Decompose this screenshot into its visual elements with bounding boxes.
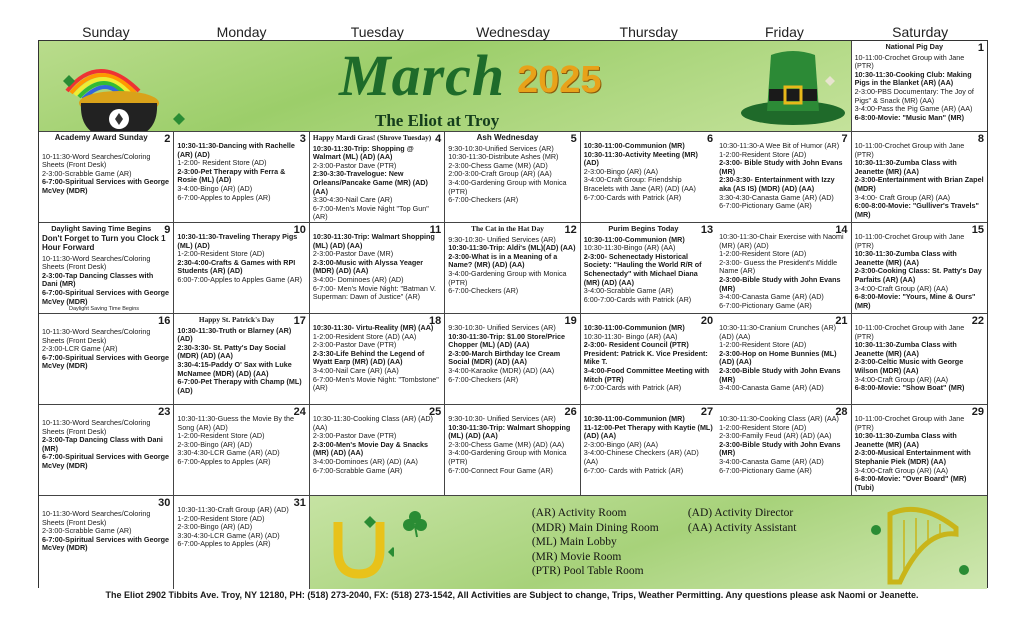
activity-entry: 2-3:00-Pastor Dave (MR) [312, 249, 394, 259]
weekday-saturday: Saturday [892, 24, 949, 40]
activity-entry: 10-11:00-Crochet Group with Jane (PTR) [854, 52, 965, 71]
activity-entry: 10-11:00-Crochet Group with Jane (PTR) [854, 232, 965, 250]
day-number: 19 [564, 315, 577, 327]
activity-entry: 2-3:00-Pastor Dave (PTR) [312, 340, 397, 350]
day-number: 22 [971, 315, 984, 327]
day-number: 24 [293, 406, 306, 418]
day-number: 3 [299, 133, 306, 145]
activity-entry: 9:30-10:30- Unified Services (AR) [448, 234, 556, 244]
day-cell-10 [174, 223, 309, 314]
activity-entry: 10:30-11:00-Communion (MR) [583, 234, 685, 244]
activity-entry: 9:30-10:30- Unified Services (AR) [448, 323, 556, 332]
day-cell-16 [39, 314, 174, 405]
legend-item: (PTR) Pool Table Room [531, 565, 644, 577]
activity-entry: 10:30-11:30-Zumba Class with Jeanette (MR) (AA) [854, 431, 957, 449]
weekday-sunday: Sunday [82, 24, 130, 40]
activity-entry: 10:30-11:30- Bingo (AR) (AA) [583, 331, 678, 341]
day-number: 12 [564, 224, 577, 236]
day-number: 5 [570, 133, 577, 145]
activity-entry: 2-3:00-Bible Study with John Evans (MR) [719, 365, 841, 384]
weekday-wednesday: Wednesday [476, 24, 550, 40]
activity-entry: 2-3:00-Celtic Music with George Wilson (MDR) (AA) [854, 357, 964, 375]
day-cell-4 [310, 132, 445, 223]
activity-entry: 10:30-11:30-Cooking Class (AR) (AA) [719, 414, 839, 423]
activity-entry: 10:30-11:30-Chair Exercise with Naomi (MR) (AR) (AD) [719, 232, 844, 250]
legend-staff [688, 506, 797, 535]
activity-entry: 10:30-11:30-A Wee Bit of Humor (AR) [719, 141, 840, 150]
day-cell-15 [852, 223, 987, 314]
activity-entry: 10:30-11:30-Zumba Class with Jeanette (MR) (AA) [854, 249, 957, 267]
day-cell-29 [852, 405, 987, 496]
day-cell-5 [445, 132, 580, 223]
activity-entry: 1-2:00-Resident Store (AD) [177, 431, 265, 441]
activity-entry: 3-4:00-Dominoes (AR) (AD) (AA) [312, 456, 418, 466]
activity-entry: 10:30-11:30-Bingo (AR) (AA) [583, 243, 676, 253]
activity-entry: 6-7:00-Cards with Patrick (AR) [583, 383, 682, 393]
activity-entry: 2-3:00-Men's Movie Day & Snacks (MR) (AD) (AA) [312, 439, 429, 458]
activity-entry: 3-4:00-Craft Group (AR) (AA) [854, 374, 949, 384]
day-event-title: Academy Award Sunday [54, 133, 148, 142]
day-number: 26 [564, 406, 577, 418]
day-cell-12 [445, 223, 580, 314]
activity-entry: 2-3:00-Pastor Dave (PTR) [312, 431, 397, 441]
activity-entry: 10:30-11:30-Trip: Walmart Shopping (ML) (AD) (AA) [312, 232, 435, 250]
activity-entry: 6-7:00-Cards with Patrick (AR) [583, 192, 682, 202]
activity-entry: 6-7:00-Spiritual Services with George McVey (MDR) [42, 177, 170, 195]
legend-item: (MR) Movie Room [531, 550, 622, 563]
day-event-subtitle: Don't Forget to Turn you Clock 1 Hour Forward [42, 233, 166, 253]
day-number: 28 [835, 406, 848, 418]
activity-entry: 3-4:00-Gardening Group with Monica (PTR) [448, 177, 567, 196]
activity-entry: 3-4:00-Canasta Game (AR) (AD) [719, 456, 824, 466]
activity-entry: 10:30-11:00-Communion (MR) [583, 141, 685, 150]
activity-entry: 10:30-11:00-Communion (MR) [583, 414, 685, 423]
activity-entry: 3-4:00-Craft Group (AR) (AA) [854, 465, 949, 475]
activity-entry: 2-3:00- Schenectady Historical Society: "Hauling the World R/R of Schenectady" with Michael Diana (MR) (AD) (AA) [583, 251, 702, 287]
day-cell-13 [581, 223, 716, 314]
activity-entry: 6-7:00-Men's Movie Night: "Tombstone" (AR) [312, 374, 439, 393]
day-number: 15 [971, 224, 984, 236]
activity-entry: 10-11:00-Crochet Group with Jane (PTR) [854, 414, 965, 432]
day-cell-23 [39, 405, 174, 496]
activity-entry: 6-7:00-Pictionary Game (AR) [719, 201, 812, 211]
activity-entry: 6-7:00-Scrabble Game (AR) [312, 465, 403, 475]
activity-entry: 3-4:00-Canasta Game (AR) (AD) [719, 383, 824, 393]
activity-entry: 10-11:30-Word Searches/Coloring Sheets (Front Desk) [42, 253, 151, 272]
activity-entry: 2-3:00-Hop on Home Bunnies (ML) (AD) (AA) [719, 348, 837, 367]
activity-entry: 3-4:00-Craft Group (AR) (AA) [854, 283, 949, 293]
activity-entry: 10-11:30-Word Searches/Coloring Sheets (Front Desk) [42, 509, 151, 527]
day-cell-17 [174, 314, 309, 405]
activity-entry: 6-7:00-Pet Therapy with Champ (ML) (AD) [177, 377, 302, 395]
room-legend [310, 496, 987, 589]
day-cell-18 [310, 314, 445, 405]
activity-entry: 10:30-11:30- Virtu-Reality (MR) (AA) [312, 323, 434, 332]
legend-item: (MDR) Main Dining Room [531, 521, 659, 534]
activity-entry: 2-3:00-Bingo (AR) (AD) [177, 522, 253, 532]
day-number: 10 [293, 224, 306, 236]
activity-entry: 6:00-7:00-Cards with Patrick (AR) [583, 294, 692, 304]
activity-entry: 6-7:00-Checkers (AR) [448, 286, 519, 296]
activity-entry: 2-3:00- Bible Study with John Evans (MR) [719, 158, 843, 176]
activity-entry: 6:00-7:00-Apples to Apples Game (AR) [177, 274, 303, 284]
footer-info: The Eliot 2902 Tibbits Ave. Troy, NY 12180, PH: (518) 273-2040, FX: (518) 273-1542, All Activities are Subject to change, Trips, Weather Permitting. Any questions please ask Naomi or Jeanette. [105, 590, 919, 600]
activity-entry: 3-4:00-Scrabble Game (AR) [583, 286, 674, 296]
activity-entry: 6-7:00-Men's Movie Night "Top Gun" (AR) [312, 203, 429, 222]
activity-entry: 2-3:00-Family Feud (AR) (AD) (AA) [719, 431, 832, 441]
activity-entry: 2-3:00-What is in a Meaning of a Name? (MR) (AD) (AA) [448, 251, 558, 270]
day-cell-19 [445, 314, 580, 405]
day-cell-8 [852, 132, 987, 223]
activity-entry: 9:30-10:30-Unified Services (AR) [448, 143, 554, 153]
activity-entry: 6-8:00-Movie: "Music Man" (MR) [854, 112, 965, 122]
day-event-title: Happy St. Patrick's Day [198, 315, 275, 324]
weekday-thursday: Thursday [619, 24, 678, 40]
legend-item: (AA) Activity Assistant [687, 521, 797, 534]
activity-entry: 3:30-4:15-Paddy O' Sax with Luke McNamee (MDR) (AD) (AA) [177, 359, 292, 378]
day-number: 14 [835, 224, 848, 236]
activity-entry: 10-11:00-Crochet Group with Jane (PTR) [854, 323, 965, 341]
facility-name: The Eliot at Troy [375, 111, 500, 130]
weekday-monday: Monday [216, 24, 267, 40]
activity-entry: 1-2:00-Resident Store (AD) [719, 249, 807, 259]
activity-entry: 6-7:00-Checkers (AR) [448, 195, 519, 205]
activity-entry: 10:30-11:30-Trip: Walmart Shopping (ML) (AD) (AA) [448, 422, 571, 441]
activity-entry: 6-8:00-Movie: "Show Boat" (MR) [854, 383, 965, 393]
day-number: 9 [164, 224, 171, 236]
day-number: 18 [429, 315, 442, 327]
activity-entry: 6-7:00-Spiritual Services with George McVey (MDR) [42, 452, 170, 470]
day-cell-14 [716, 223, 851, 314]
day-cell-2 [39, 132, 174, 223]
day-cell-22 [852, 314, 987, 405]
activity-entry: 2-3:00-PBS Documentary: The Joy of Pigs" & Snack (MR) (AA) [854, 86, 974, 105]
activity-entry: 3-4:00-Nail Care (AR) (AA) [312, 365, 399, 375]
activity-entry: 11-12:00-Pet Therapy with Kaytie (ML) (AD) (AA) [583, 422, 713, 441]
activity-entry: 10:30-11:30-Zumba Class with Jeanette (MR) (AA) [854, 158, 957, 176]
activity-entry: 10-11:30-Word Searches/Coloring Sheets (Front Desk) [42, 418, 151, 436]
activity-entry: 3:30-4:30-Nail Care (AR) [312, 195, 393, 205]
weekday-tuesday: Tuesday [350, 24, 404, 40]
activity-entry: 6-7:00-Apples to Apples (AR) [177, 539, 271, 549]
day-number: 2 [164, 133, 171, 145]
activity-entry: 3-4:00- Craft Group (AR) (AA) [854, 192, 951, 202]
day-number: 4 [435, 133, 442, 145]
activity-entry: 2:30-3:30- St. Patty's Day Social (MDR) (AD) (AA) [177, 342, 286, 361]
day-cell-20 [581, 314, 716, 405]
month-banner [39, 41, 852, 132]
activity-entry: 2-3:00-Music with Alyssa Yeager (MDR) (AD) (AA) [312, 257, 424, 276]
activity-entry: 3-4:00-Canasta Game (AR) (AD) [719, 292, 824, 302]
activity-entry: 2-3:00-Bible Study with John Evans (MR) [719, 439, 841, 458]
activity-entry: 3-4:00-Pass the Pig Game (AR) (AA) [854, 104, 973, 114]
day-event-title: Purim Begins Today [608, 224, 679, 233]
month-title: March [339, 43, 506, 108]
activity-entry: 3-4:00-Gardening Group with Monica (PTR) [448, 448, 567, 466]
day-cell-21 [716, 314, 851, 405]
activity-entry: 3:30-4:30-LCR Game (AR) (AD) [177, 448, 280, 458]
activity-entry: 2:30-3:30- Entertainment with Izzy aka (AS IS) (MDR) (AD) (AA) [719, 175, 835, 193]
leprechaun-hat-icon [733, 45, 852, 129]
day-cell-28 [716, 405, 851, 496]
day-event-title: National Pig Day [885, 42, 944, 51]
activity-entry: 3-4:00-Bingo (AR) (AD) [177, 183, 253, 193]
activity-entry: 2-3:00-Scrabble Game (AR) [42, 526, 132, 536]
activity-entry: 3:30-4:30-LCR Game (AR) (AD) [177, 530, 280, 540]
day-cell-31 [174, 496, 309, 589]
activity-entry: 3-4:00- Dominoes (AR) (AD) [312, 274, 404, 284]
activity-entry: 10-11:30-Word Searches/Coloring Sheets (Front Desk) [42, 327, 151, 345]
day-number: 23 [158, 406, 171, 418]
year-title: 2025 [517, 59, 602, 101]
activity-entry: 10-11:30-Word Searches/Coloring Sheets (Front Desk) [42, 151, 151, 170]
day-number: 31 [293, 497, 306, 509]
day-cell-7 [716, 132, 851, 223]
day-number: 6 [707, 133, 714, 145]
activity-entry: 10:30-11:30-Craft Group (AR) (AD) [177, 505, 289, 514]
activity-entry: 10:30-11:30-Cranium Crunches (AR) (AD) (AA) [719, 323, 837, 341]
activity-entry: 10-11:00-Crochet Group with Jane (PTR) [854, 141, 965, 159]
activity-entry: 6-7:00-Spiritual Services with George McVey (MDR) [42, 352, 170, 371]
activity-entry: 2-3:00-March Birthday Ice Cream Social (MDR) (AD) (AA) [448, 348, 561, 367]
activity-entry: 2-3:00-LCR Game (AR) [42, 344, 118, 354]
harp-icon [870, 500, 970, 586]
day-number: 16 [158, 315, 171, 327]
activity-entry: 1-2:00-Resident Store (AD) [719, 422, 807, 432]
activity-entry: 1-2:00-Resident Store (AD) [177, 249, 265, 259]
activity-entry: 6-7:00-Connect Four Game (AR) [448, 465, 553, 475]
activity-entry: 6-7:00- Men's Movie Night: "Batman V. Superman: Dawn of Justice" (AR) [312, 283, 436, 302]
day-event-title: The Cat in the Hat Day [471, 224, 544, 233]
activity-entry: 2-3:00- Resident Council (PTR) President: Patrick K. Vice President: Mike T. [583, 340, 708, 367]
pot-of-gold-icon [59, 61, 189, 132]
activity-entry: 2-3:00- Guess the President's Middle Name (AR) [719, 257, 838, 276]
weekday-friday: Friday [765, 24, 804, 40]
day-cell-1 [852, 41, 987, 132]
day-number: 13 [700, 224, 714, 236]
activity-entry: 2-3:00-Scrabble Game (AR) [42, 168, 132, 178]
activity-entry: 3-4:00-Chinese Checkers (AR) (AD) (AA) [583, 448, 699, 466]
day-number: 30 [158, 497, 171, 509]
day-number: 17 [293, 315, 306, 327]
activity-entry: 2-3:00-Pastor Dave (PTR) [312, 160, 397, 170]
day-cell-3 [174, 132, 309, 223]
day-cell-26 [445, 405, 580, 496]
activity-entry: 10:30-11:30-Cooking Class (AR) (AD) (AA) [312, 414, 433, 432]
activity-entry: 3-4:00-Gardening Group with Monica (PTR) [448, 268, 567, 287]
activity-entry: 2-3:00-Entertainment with Brian Zapel (MDR) [854, 175, 984, 193]
activity-entry: 2-3:00-Chess Game (MR) (AD) (AA) [448, 439, 565, 449]
horseshoe-icon [324, 512, 394, 582]
activity-entry: 3-4:00-Craft Group: Friendship Bracelets with Jane (AR) (AD) (AA) [583, 175, 696, 193]
activity-entry: 2:00-3:00-Craft Group (AR) (AA) [448, 169, 552, 179]
activity-entry: 2-3:00-Bingo (AR) (AA) [583, 439, 658, 449]
activity-entry: 2:30-4:00-Crafts & Games with RPI Students (AR) (AD) [177, 257, 296, 276]
day-number: 20 [700, 315, 714, 327]
day-cell-9 [39, 223, 174, 314]
activity-entry: 6-8:00-Movie: "Yours, Mine & Ours" (MR) [854, 292, 976, 310]
day-number: 11 [429, 224, 442, 236]
activity-entry: 2:30-3:30-Travelogue: New Orleans/Pancake Game (MR) (AD) (AA) [312, 169, 428, 196]
day-number: 8 [977, 133, 984, 145]
activity-entry: 2-3:00-Cooking Class: St. Patty's Day Parfaits (AR) (AA) [854, 266, 982, 284]
activity-entry: 6-7:00- Cards with Patrick (AR) [583, 465, 684, 475]
day-number: 29 [971, 406, 984, 418]
legend-item: (AD) Activity Director [687, 507, 794, 519]
activity-entry: 10:30-11:30-Zumba Class with Jeanette (MR) (AA) [854, 340, 957, 358]
activity-entry: 2-3:00-Pet Therapy with Ferra & Rosie (ML) (AD) [177, 166, 286, 185]
activity-entry: 6-7:00-Apples to Apples (AR) [177, 456, 271, 466]
activity-entry: 10:30-11:30-Trip: Shopping @ Walmart (ML) (AD) (AA) [312, 143, 414, 162]
activity-entry: 1-2:00- Resident Store (AD) [177, 158, 267, 168]
activity-entry: 10:30-11:30-Dancing with Rachelle (AR) (AD) [177, 141, 295, 159]
activity-entry: 10:30-11:30-Truth or Blarney (AR) (AD) [177, 325, 292, 344]
activity-entry: 10:30-11:30-Guess the Movie By the Song (AR) (AD) [177, 414, 294, 432]
day-number: 27 [700, 406, 714, 418]
activity-entry: 10:30-11:30-Trip: $1.00 Store/Price Chopper (ML) (AD) (AA) [448, 331, 565, 350]
activity-entry: 9:30-10:30- Unified Services (AR) [448, 414, 556, 423]
activity-entry: 2-3:00-Musical Entertainment with Stephanie Piek (MDR) (AA) [854, 448, 971, 466]
legend-item: (ML) Main Lobby [531, 536, 617, 548]
day-number: 1 [977, 42, 984, 54]
day-caption: Daylight Saving Time Begins [69, 306, 140, 312]
activity-entry: 6-7:00-Checkers (AR) [448, 374, 519, 384]
day-number: 25 [429, 406, 442, 418]
activity-entry: 10:30-11:30-Activity Meeting (MR) (AD) [583, 149, 698, 168]
day-number: 7 [841, 133, 848, 145]
activity-entry: 1-2:00-Resident Store (AD) [719, 340, 807, 350]
activity-entry: 2-3:00-Tap Dancing Classes with Dani (MR) [42, 270, 154, 289]
day-event-title: Happy Mardi Gras! (Shrove Tuesday) [312, 133, 432, 142]
activity-entry: 6-7:00-Spiritual Services with George McVey (MDR) [42, 287, 170, 306]
activity-entry: 2-3:00-Bingo (AR) (AA) [583, 166, 658, 176]
activity-entry: 6:00-8:00-Movie: "Gulliver's Travels" (MR) [854, 201, 979, 219]
activity-entry: 6-7:00-Spiritual Services with George McVey (MDR) [42, 534, 170, 553]
activity-entry: 2-3:00-Bible Study with John Evans (MR) [719, 274, 841, 293]
activity-entry: 10:30-11:30-Cooking Club: Making Pigs in the Blanket (AR) (AA) [854, 69, 972, 88]
day-number: 21 [835, 315, 848, 327]
activity-entry: 6-7:00-Apples to Apples (AR) [177, 192, 271, 202]
day-cell-27 [581, 405, 716, 496]
calendar-grid [38, 40, 988, 588]
shamrock-icon [400, 508, 430, 538]
legend-rooms [532, 506, 659, 579]
activity-entry: 10:30-11:30-Trip: Aldi's (ML)(AD) (AA) [448, 243, 576, 253]
activity-entry: 1-2:00-Resident Store (AD) [177, 513, 265, 523]
activity-entry: 10:30-11:00-Communion (MR) [583, 323, 685, 332]
activity-entry: 6-8:00-Movie: "Over Board" (MR) (Tubi) [854, 474, 967, 492]
activity-entry: 1-2:00-Resident Store (AD) (AA) [312, 331, 417, 341]
activity-entry: 1-2:00-Resident Store (AD) [719, 149, 807, 159]
day-cell-30 [39, 496, 174, 589]
activity-entry: 2-3:30-Life Behind the Legend of Wyatt Earp (MR) (AD) (AA) [312, 348, 425, 367]
day-event-title: Daylight Saving Time Begins [51, 224, 152, 233]
activity-entry: 3-4:00-Karaoke (MDR) (AD) (AA) [448, 365, 555, 375]
day-event-title: Ash Wednesday [476, 133, 539, 142]
activity-entry: 3-4:00-Food Committee Meeting with Mitch (PTR) [583, 365, 710, 384]
legend-item: (AR) Activity Room [531, 507, 627, 519]
activity-entry: 10:30-11:30-Distribute Ashes (MR) [448, 152, 559, 162]
weekday-header [38, 24, 988, 40]
day-cell-11 [310, 223, 445, 314]
day-cell-25 [310, 405, 445, 496]
activity-entry: 2-3:00-Tap Dancing Class with Dani (MR) [42, 435, 163, 453]
activity-entry: 10:30-11:30-Traveling Therapy Pigs (ML) (AD) [177, 232, 298, 250]
day-cell-6 [581, 132, 716, 223]
activity-entry: 6-7:00-Pictionary Game (AR) [719, 465, 812, 475]
activity-entry: 2-3:00-Bingo (AR) (AD) [177, 439, 253, 449]
activity-entry: 6-7:00-Pictionary Game (AR) [719, 300, 812, 310]
activity-entry: 3:30-4:30-Canasta Game (AR) (AD) [719, 192, 834, 202]
day-cell-24 [174, 405, 309, 496]
activity-entry: 2-3:00-Chess Game (MR) (AD) [448, 160, 548, 170]
